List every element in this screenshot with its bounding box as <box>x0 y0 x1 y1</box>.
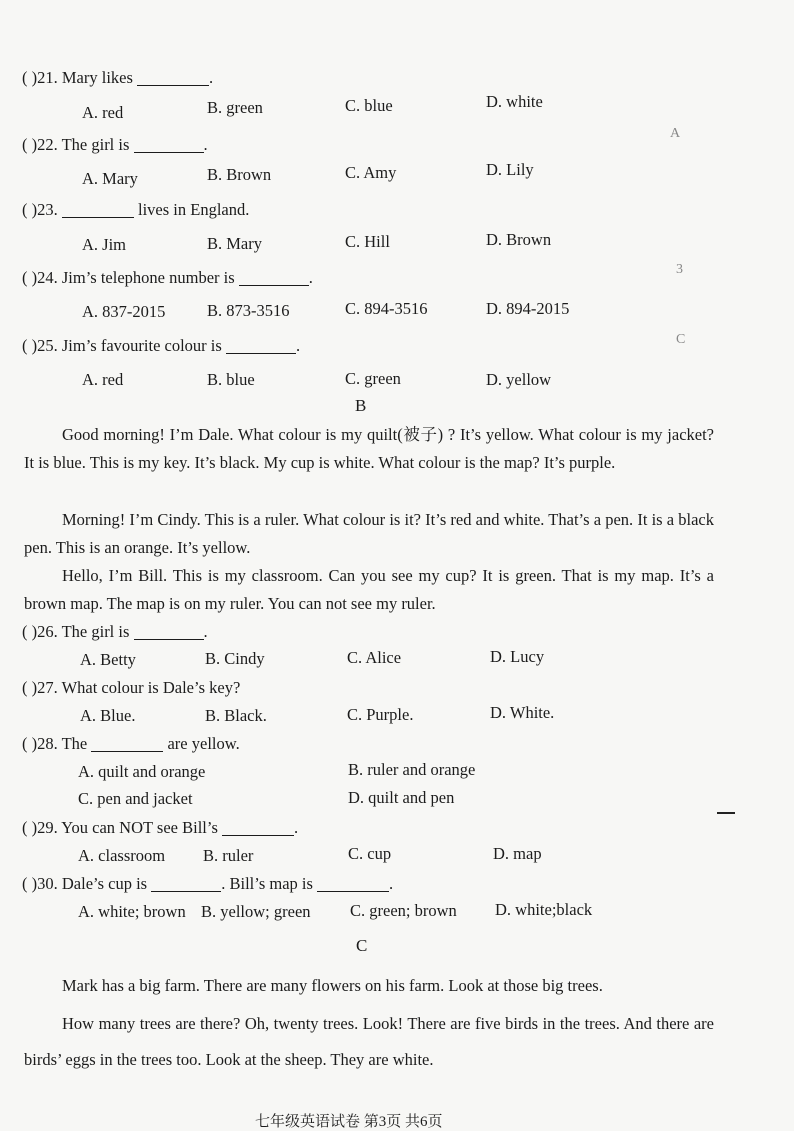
option-b: B. ruler <box>203 846 254 865</box>
passage-c-paragraph-2: How many trees are there? Oh, twenty trees. Look! There are five birds in the trees. And there are birds’ eggs in the trees too. Look at the sheep. They are white. <box>24 1014 714 1069</box>
option-a: A. Jim <box>82 235 127 254</box>
question-27 <box>22 678 240 698</box>
option-b: B. blue <box>207 370 255 389</box>
option-d: D. quilt and pen <box>348 788 455 807</box>
question-25: ( )25. Jim’s favourite colour is . <box>22 336 301 355</box>
question-number: ( )23. <box>22 200 58 219</box>
answer-blank <box>62 201 134 219</box>
passage-b-paragraph-1: Good morning! I’m Dale. What colour is my quilt(被子) ? It’s yellow. What colour is my jacket? It is blue. This is my key. It’s black. My cup is white. What colour is the map? It’s purple. <box>24 425 714 472</box>
margin-dash <box>717 812 735 814</box>
option-c: C. Purple. <box>347 705 414 724</box>
answer-blank <box>91 735 163 753</box>
passage-b-paragraph-3: Hello, I’m Bill. This is my classroom. Can you see my cup? It is green. That is my map. It’s a brown map. The map is on my ruler. You can not see my ruler. <box>24 566 714 613</box>
question-stem: The girl is <box>61 622 130 641</box>
answer-blank <box>226 337 296 355</box>
option-d: D. yellow <box>486 370 552 389</box>
option-b: B. yellow; green <box>201 902 311 921</box>
answer-blank <box>134 623 204 641</box>
option-d: D. Lucy <box>490 647 545 666</box>
question-number: ( )29. <box>22 818 58 837</box>
question-22: ( )22. The girl is . <box>22 135 208 154</box>
question-number: ( )25. <box>22 336 58 355</box>
option-a: A. Blue. <box>80 706 136 725</box>
option-d: D. Lily <box>486 160 534 179</box>
option-c: C. green; brown <box>350 901 457 920</box>
option-b: B. Mary <box>207 234 262 253</box>
margin-mark-a: A <box>670 126 681 141</box>
option-b: B. Black. <box>205 706 267 725</box>
answer-blank <box>317 875 389 893</box>
option-a: A. Mary <box>82 169 138 188</box>
option-c: C. blue <box>345 96 393 115</box>
option-b: B. ruler and orange <box>348 760 476 779</box>
question-30: ( )30. Dale’s cup is . Bill’s map is . <box>22 874 394 893</box>
question-stem: What colour is Dale’s key? <box>61 678 241 697</box>
question-stem: The girl is <box>61 135 130 154</box>
question-stem: Jim’s telephone number is <box>61 268 235 287</box>
question-stem: You can NOT see Bill’s <box>61 818 218 837</box>
section-heading-c: C <box>356 936 368 955</box>
question-number: ( )26. <box>22 622 58 641</box>
answer-blank <box>151 875 221 893</box>
question-26: ( )26. The girl is . <box>22 622 208 641</box>
option-d: D. Brown <box>486 230 552 249</box>
option-a: A. red <box>82 103 124 122</box>
margin-mark-3: 3 <box>676 262 683 277</box>
option-d: D. white <box>486 92 543 111</box>
option-a: A. classroom <box>78 846 166 865</box>
question-stem: Dale’s cup is <box>61 874 148 893</box>
option-c: C. 894-3516 <box>345 299 428 318</box>
option-c: C. pen and jacket <box>78 789 193 808</box>
option-a: A. 837-2015 <box>82 302 166 321</box>
answer-blank <box>137 69 209 87</box>
option-d: D. map <box>493 844 542 863</box>
option-c: C. Amy <box>345 163 397 182</box>
question-number: ( )21. <box>22 68 58 87</box>
section-heading-b: B <box>355 396 367 415</box>
option-b: B. Cindy <box>205 649 265 668</box>
question-number: ( )22. <box>22 135 58 154</box>
margin-mark-c: C <box>676 332 686 347</box>
passage-c-paragraph-1: Mark has a big farm. There are many flowers on his farm. Look at those big trees. <box>62 976 603 995</box>
option-c: C. Hill <box>345 232 390 251</box>
question-stem: lives in England. <box>138 200 250 219</box>
question-number: ( )30. <box>22 874 58 893</box>
option-d: D. White. <box>490 703 555 722</box>
answer-blank <box>134 136 204 154</box>
question-number: ( )24. <box>22 268 58 287</box>
question-stem: Mary likes <box>61 68 133 87</box>
option-b: B. green <box>207 98 263 117</box>
option-d: D. white;black <box>495 900 593 919</box>
page-footer: 七年级英语试卷 第3页 共6页 <box>255 1114 443 1130</box>
passage-b-paragraph-2: Morning! I’m Cindy. This is a ruler. What colour is it? It’s red and white. That’s a pen. It is a black pen. This is an orange. It’s yellow. <box>24 510 714 557</box>
question-24: ( )24. Jim’s telephone number is . <box>22 268 313 287</box>
answer-blank <box>222 819 294 837</box>
option-b: B. Brown <box>207 165 272 184</box>
question-23 <box>22 200 249 220</box>
option-c: C. cup <box>348 844 392 863</box>
option-a: A. white; brown <box>78 902 186 921</box>
option-b: B. 873-3516 <box>207 301 290 320</box>
question-number: ( )28. <box>22 734 58 753</box>
option-d: D. 894-2015 <box>486 299 570 318</box>
option-c: C. green <box>345 369 401 388</box>
option-c: C. Alice <box>347 648 402 667</box>
option-a: A. quilt and orange <box>78 762 206 781</box>
question-21: ( )21. Mary likes . <box>22 68 214 87</box>
option-a: A. Betty <box>80 650 136 669</box>
option-a: A. red <box>82 370 124 389</box>
question-stem: Jim’s favourite colour is <box>61 336 222 355</box>
question-29: ( )29. You can NOT see Bill’s . <box>22 818 299 837</box>
question-28: ( )28. The are yellow. <box>22 734 240 753</box>
answer-blank <box>239 269 309 287</box>
question-stem: The <box>61 734 88 753</box>
question-number: ( )27. <box>22 678 58 697</box>
